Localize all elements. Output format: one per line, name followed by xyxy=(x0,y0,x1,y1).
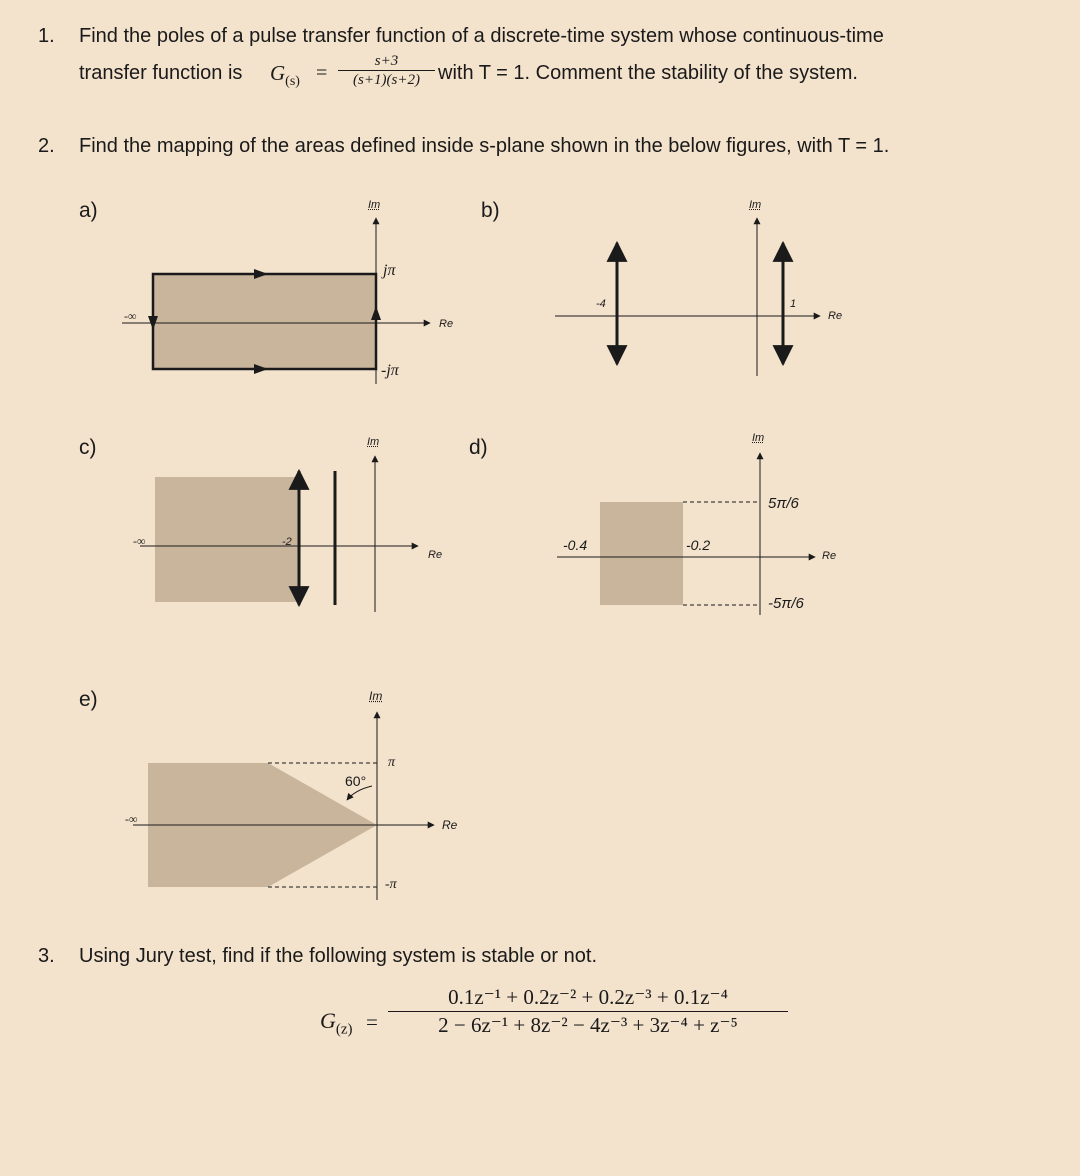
figure-e xyxy=(133,712,434,900)
figure-a-im-label: Im xyxy=(368,199,381,211)
q3-fraction xyxy=(388,984,788,1039)
figure-e-neg-inf: -∞ xyxy=(125,812,138,826)
figure-b-label: b) xyxy=(481,199,500,222)
figure-d-region xyxy=(600,502,683,605)
figure-b-re-label: Re xyxy=(828,310,843,322)
q1-fraction-numerator: s+3 xyxy=(374,53,399,69)
figure-a-neg-inf: -∞ xyxy=(124,309,137,323)
figure-d-left-value: -0.4 xyxy=(563,537,588,553)
figure-e-top-value: π xyxy=(388,755,396,770)
figure-b-left-value: -4 xyxy=(596,298,606,310)
figure-a-bottom-value: -jπ xyxy=(381,362,399,379)
figure-e-im-label: Im xyxy=(369,689,383,703)
figure-a-region xyxy=(153,274,376,369)
q3-equals: = xyxy=(366,1010,378,1034)
figure-d-im-label: Im xyxy=(752,432,765,444)
figure-d-top-value: 5π/6 xyxy=(768,495,799,512)
figure-d xyxy=(557,453,815,615)
q2-text: Find the mapping of the areas defined inside s-plane shown in the below figures, with T = 1. xyxy=(79,135,890,157)
figure-c-neg-inf: -∞ xyxy=(133,534,146,548)
figure-c-re-label: Re xyxy=(428,549,443,561)
figure-d-label: d) xyxy=(469,436,488,459)
figure-a xyxy=(122,218,430,384)
figure-d-right-value: -0.2 xyxy=(686,537,711,553)
q1-line2-pre: transfer function is xyxy=(79,62,243,84)
q1-g-symbol: $G_{(s)}$ xyxy=(270,61,300,90)
q3-denominator: 2 − 6z⁻¹ + 8z⁻² − 4z⁻³ + 3z⁻⁴ + z⁻⁵ xyxy=(438,1013,738,1037)
figure-b xyxy=(555,218,820,376)
figure-a-re-label: Re xyxy=(439,318,454,330)
q1-number: 1. xyxy=(38,25,55,47)
q1-line1: Find the poles of a pulse transfer function of a discrete-time system whose continuous-time xyxy=(79,25,884,47)
q3-g-symbol: $G_{(z)}$ xyxy=(320,1008,353,1038)
q1-fraction-denominator: (s+1)(s+2) xyxy=(353,72,420,88)
figure-a-label: a) xyxy=(79,199,98,222)
q3-numerator: 0.1z⁻¹ + 0.2z⁻² + 0.2z⁻³ + 0.1z⁻⁴ xyxy=(448,985,728,1009)
figure-c-region xyxy=(155,477,299,602)
figure-e-bottom-value: -π xyxy=(385,877,397,892)
figure-e-re-label: Re xyxy=(442,818,458,832)
figure-c xyxy=(140,456,418,612)
figure-c-label: c) xyxy=(79,436,97,459)
figure-d-re-label: Re xyxy=(822,550,837,562)
figure-b-im-label: Im xyxy=(749,199,762,211)
figure-d-bottom-value: -5π/6 xyxy=(768,595,804,612)
q1-line2-post: with T = 1. Comment the stability of the system. xyxy=(438,62,858,84)
figure-c-im-label: Im xyxy=(367,436,380,448)
figure-a-top-value: jπ xyxy=(383,262,396,279)
figure-e-angle-label: 60° xyxy=(345,773,367,789)
q3-number: 3. xyxy=(38,945,55,967)
q3-text: Using Jury test, find if the following system is stable or not. xyxy=(79,945,597,967)
q1-equals: = xyxy=(316,62,328,84)
figure-e-label: e) xyxy=(79,688,98,711)
figure-c-line-value: -2 xyxy=(282,536,292,548)
q2-number: 2. xyxy=(38,135,55,157)
figure-b-right-value: 1 xyxy=(790,298,797,310)
